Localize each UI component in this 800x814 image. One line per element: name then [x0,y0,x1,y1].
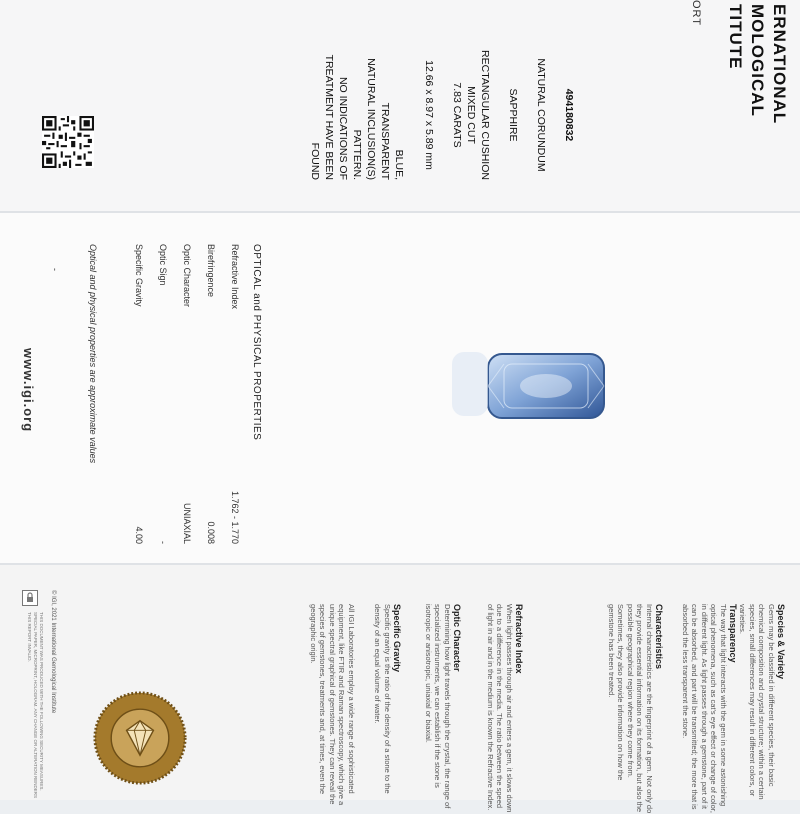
comments-value: FOUND [309,142,321,180]
back-paragraph: All IGI Laboratories employ a wide range of sophisticated equipment, like FTIR and Raman spectroscopy, which give a unique spectral graphical of gemstones. They can reveal the species of gemstones, treatments and, at times, even the geographic origin. [309,604,356,806]
institute-title-line: TITUTE [726,4,745,70]
property-label-refractive-index: Refractive Index [230,244,240,310]
back-paragraph: When light passes through air and enters a gem, it slows down due to a difference in the media. The ratio between the speed of light in air and in the medium is known the Refractive Index. [486,604,514,813]
cut-value: MIXED CUT [465,86,477,144]
property-value-refractive-index: 1.762 - 1.770 [230,490,240,544]
measurements-value: 12.66 x 8.97 x 5.89 mm [423,60,435,170]
report-details [422,40,576,190]
qr-code [42,116,94,168]
comments-value: NO INDICATIONS OF [337,76,349,180]
igi-seal-logo [92,690,188,786]
variety-value: SAPPHIRE [507,88,519,142]
back-heading: Characteristics [654,604,664,670]
copyright-line: © IGI, 2021 International Gemological Institute [50,590,56,714]
back-section-characteristics [607,604,665,814]
color-value: BLUE, [393,149,405,180]
back-section-refractive-index [486,604,525,813]
back-paragraph: Gems may be classified in different species, their basic chemical composition and crystal structure; within a certain species, small differences may result in different colors, or varieties. [738,604,776,800]
report-middle-panel [0,212,800,564]
security-icon [22,590,38,606]
gemstone-photo [486,352,606,420]
back-section-laboratories [309,604,357,806]
institute-title [724,4,790,124]
report-number: 494180832 [563,88,575,142]
gemstone-shadow [452,348,488,420]
property-value-birefringence: 0.008 [206,521,216,544]
property-label-optic-character: Optic Character [182,244,192,308]
species-value: NATURAL CORUNDUM [535,58,547,172]
fold-line [0,211,800,213]
characteristics-value: PATTERN. [351,129,363,180]
property-label-optic-sign: Optic Sign [158,244,168,286]
website-link[interactable]: www.igi.org [21,348,36,433]
property-value-specific-gravity: 4.00 [134,526,144,544]
back-paragraph: Determining how light travels through the crystal, the range of specialized instruments, we can establish if the stone is isotropic or anisotropic, uniaxial or biaxial. [424,604,452,809]
property-label-specific-gravity: Specific Gravity [134,244,144,307]
fold-line [0,563,800,565]
security-fine-print: THIS DOCUMENT WAS PRODUCED WITH THE FOLLOWING SECURITY MEASURES. SPECIAL PAPER, MICROPRINT, HOLOGRAM. ANY CHANGE OR ALTERATION RENDERS THIS REPORT INVALID. [27,612,44,799]
back-section-species [738,604,786,800]
property-value-optic-sign: - [158,541,168,544]
back-heading: Transparency [728,604,738,663]
shape-value: RECTANGULAR CUSHION [479,50,491,180]
back-paragraph: Specific gravity is the ratio of the density of a stone to the density of an equal volume of water. [373,604,392,794]
weight-value: 7.83 CARATS [451,82,463,148]
back-heading: Species & Variety [776,604,786,680]
back-heading: Refractive Index [514,604,524,674]
transparency-value: TRANSPARENT [379,102,391,180]
properties-title: OPTICAL and PHYSICAL PROPERTIES [251,244,262,441]
back-paragraph: The way that light interacts with the gem in some astonishing optical phenomena, such as cat's eye effect or change of color, in different light. As light passes through a gemstone, part of it can be absorbed, and part will be transmitted; the more that is absorbed the less transparent the stone. [681,604,728,813]
comments-value: TREATMENT HAVE BEEN [323,54,335,180]
properties-note: Optical and physical properties are approximate values [88,244,98,464]
back-heading: Optic Character [452,604,462,672]
characteristics-value: NATURAL INCLUSION(S) [365,58,377,180]
property-label-birefringence: Birefringence [206,244,216,298]
institute-title-line: ERNATIONAL [770,4,789,125]
institute-title-line: MOLOGICAL [748,4,767,117]
back-section-optic-character [424,604,463,809]
report-details-continued [308,40,406,190]
property-value-optic-character: UNIAXIAL [182,502,192,544]
back-section-transparency [681,604,739,813]
back-paragraph: Internal characteristics are the fingerprint of a gem. Not only do they provide essential information on its formation, but also the possible geographical region where they come from. Sometimes, they also provide information on how the gemstone has been treated. [607,604,654,814]
report-word: ORT [690,0,702,27]
back-section-specific-gravity [373,604,402,800]
separator-dash: - [50,268,60,271]
back-heading: Specific Gravity [392,604,402,673]
